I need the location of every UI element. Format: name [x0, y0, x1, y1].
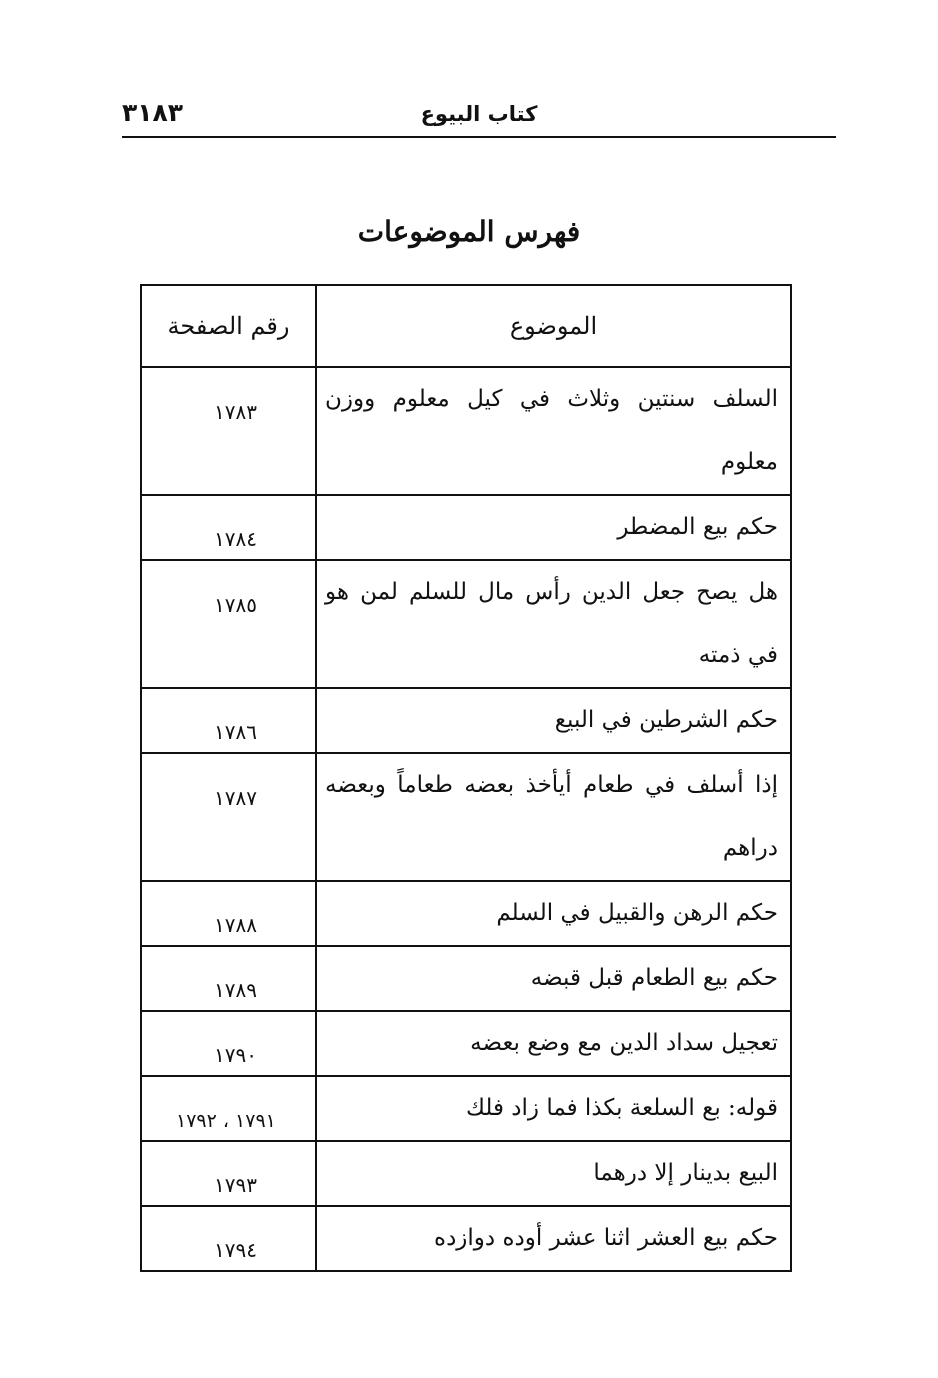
topic-cell: حكم بيع الطعام قبل قبضه — [316, 946, 791, 1011]
index-table — [140, 284, 792, 1272]
table-row — [141, 1206, 791, 1271]
topic-cell: السلف سنتين وثلاث في كيل معلوم ووزن معلوم — [316, 367, 791, 495]
topic-cell: حكم الرهن والقبيل في السلم — [316, 881, 791, 946]
table-row — [141, 1076, 791, 1141]
page-cell: ١٧٩٣ — [141, 1141, 316, 1206]
table-row — [141, 1141, 791, 1206]
table-row — [141, 881, 791, 946]
table-row — [141, 1011, 791, 1076]
topic-cell: حكم بيع المضطر — [316, 495, 791, 560]
topic-cell: تعجيل سداد الدين مع وضع بعضه — [316, 1011, 791, 1076]
page-cell: ١٧٨٦ — [141, 688, 316, 753]
table-row — [141, 688, 791, 753]
page-cell: ١٧٨٥ — [141, 560, 316, 688]
header-title: كتاب البيوع — [420, 102, 538, 126]
page-cell: ١٧٨٣ — [141, 367, 316, 495]
table-header-row — [141, 285, 791, 367]
topic-column-header: الموضوع — [316, 285, 791, 367]
page-cell: ١٧٨٨ — [141, 881, 316, 946]
page-cell: ١٧٩١ ، ١٧٩٢ — [141, 1076, 316, 1141]
page-cell: ١٧٩٠ — [141, 1011, 316, 1076]
page-cell: ١٧٩٤ — [141, 1206, 316, 1271]
page-cell: ١٧٨٩ — [141, 946, 316, 1011]
index-title: فهرس الموضوعات — [357, 215, 581, 248]
table-row — [141, 495, 791, 560]
topic-cell: إذا أسلف في طعام أيأخذ بعضه طعاماً وبعضه دراهم — [316, 753, 791, 881]
topic-cell: هل يصح جعل الدين رأس مال للسلم لمن هو في ذمته — [316, 560, 791, 688]
table-row — [141, 753, 791, 881]
table-row — [141, 560, 791, 688]
topic-cell: حكم بيع العشر اثنا عشر أوده دوازده — [316, 1206, 791, 1271]
page-cell: ١٧٨٤ — [141, 495, 316, 560]
running-header — [122, 98, 836, 138]
table-row — [141, 367, 791, 495]
page-column-header: رقم الصفحة — [141, 285, 316, 367]
topic-cell: قوله: بع السلعة بكذا فما زاد فلك — [316, 1076, 791, 1141]
topic-cell: حكم الشرطين في البيع — [316, 688, 791, 753]
table-row — [141, 946, 791, 1011]
header-page-number: ٣١٨٣ — [122, 98, 184, 127]
page-cell: ١٧٨٧ — [141, 753, 316, 881]
topic-cell: البيع بدينار إلا درهما — [316, 1141, 791, 1206]
